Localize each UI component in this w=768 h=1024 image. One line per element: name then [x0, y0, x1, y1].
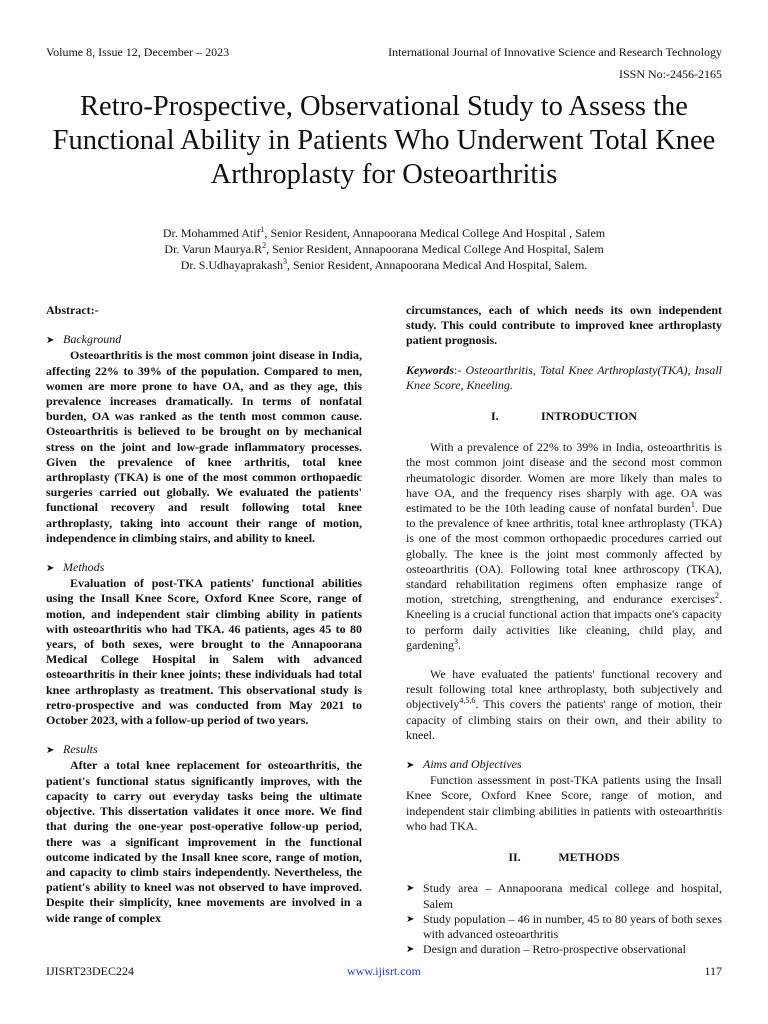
arrow-bullet-icon: ➤ — [46, 335, 55, 347]
methods-bullet: ➤ Study area – Annapoorana medical college and hospital, Salem — [406, 881, 722, 911]
author-line — [40, 241, 728, 257]
abstract-background: Osteoarthritis is the most common joint disease in India, affecting 22% to 39% of the population. Compared to men, women are more prone to have OA, and as they age, this prevalence increases dramatically. In terms of nonfatal burden, OA was ranked as the tenth most common cause. Osteoarthritis is believed to be brought on by mechanical stress on the joint and low-grade inflammatory processes. Given the prevalence of knee arthritis, total knee arthroplasty (TKA) is one of the most common orthopaedic surgeries carried out globally. We evaluated the patients' functional recovery and result following total knee arthroplasty, taking into account their range of motion, independence in climbing stairs, and ability to kneel. — [46, 348, 362, 545]
keywords-label: Keywords — [406, 362, 454, 377]
arrow-bullet-icon: ➤ — [406, 944, 415, 956]
arrow-bullet-icon: ➤ — [46, 563, 55, 575]
author-affiliation: , Senior Resident, Annapoorana Medical And Hospital, Salem. — [287, 258, 588, 272]
authors — [40, 225, 728, 273]
keywords: Keywords:- Osteoarthritis, Total Knee Arthroplasty(TKA), Insall Knee Score, Kneeling. — [406, 362, 722, 392]
author-sup: 1 — [260, 225, 265, 234]
footer-page-number: 117 — [704, 964, 722, 978]
abstract-results: After a total knee replacement for osteoarthritis, the patient's functional status significantly improves, with the capacity to carry out everyday tasks being the ultimate objective. This dissertation validates it once more. We find that during the one-year post-operative follow-up period, there was a significant improvement in the functional outcome indicated by the Insall knee score, range of motion, and capacity to climb stairs independently. Nevertheless, the patient's ability to kneel was not observed to have improved. Despite their simplicity, knee movements are involved in a wide range of complex — [46, 758, 362, 925]
aims-heading: ➤ Aims and Objectives — [406, 757, 722, 773]
citation-sup: 2 — [715, 591, 719, 601]
left-column — [46, 303, 362, 926]
abstract-heading: Abstract:- — [46, 303, 99, 317]
author-sup: 3 — [283, 257, 288, 266]
arrow-bullet-icon: ➤ — [46, 745, 55, 757]
methods-bullet: ➤ Study population – 46 in number, 45 to 80 years of both sexes with advanced osteoarthritis — [406, 911, 722, 941]
author-affiliation: , Senior Resident, Annapoorana Medical College And Hospital , Salem — [264, 226, 606, 240]
keywords-text: Osteoarthritis, Total Knee Arthroplasty(TKA), Insall Knee Score, Kneeling. — [406, 362, 722, 392]
paper-title: Retro-Prospective, Observational Study to Assess the Functional Ability in Patients Who Underwent Total Knee Arthroplasty for Osteoarthritis — [52, 91, 716, 190]
citation-sup: 3 — [453, 636, 458, 646]
author-line — [40, 257, 728, 273]
intro-paragraph-1: With a prevalence of 22% to 39% in India, osteoarthritis is the most common joint disease and the second most common rheumatologic disorder. Women are more likely than males to have OA, and the frequency rises sharply with age. OA was estimated to be the 10th leading cause of nonfatal burden$^1$. Due to the prevalence of knee arthritis, total knee arthroplasty (TKA) is one of the most common orthopaedic procedures carried out globally. The knee is the joint most commonly affected by osteoarthritis (OA). Following total knee arthroscopy (TKA), standard rehabilitation regimens often emphasize range of motion, stretching, strengthening, and endurance exercises$^2$. Kneeling is a crucial functional action that impacts one's capacity to perform daily activities like cleaning, child play, and gardening$^3$. — [406, 440, 722, 652]
section-heading-methods: II. METHODS — [508, 850, 620, 865]
header-journal: International Journal of Innovative Science and Research Technology — [388, 45, 722, 59]
methods-bullet: ➤ Design and duration – Retro-prospective observational — [406, 942, 686, 957]
author-line — [40, 225, 728, 241]
arrow-bullet-icon: ➤ — [406, 883, 415, 895]
right-column — [406, 303, 722, 957]
abstract-results-continued: circumstances, each of which needs its own independent study. This could contribute to improved knee arthroplasty patient prognosis. — [406, 303, 722, 348]
author-name: Dr. Mohammed Atif — [162, 226, 261, 240]
intro-paragraph-2: We have evaluated the patients' functional recovery and result following total knee arthroplasty, both subjectively and objectively$^{4,5,6}$. This covers the patients' range of motion, their capacity of climbing stairs on their own, and their ability to kneel. — [406, 667, 722, 742]
header-issn: ISSN No:-2456-2165 — [618, 67, 722, 81]
abstract-methods: Evaluation of post-TKA patients' functional abilities using the Insall Knee Score, Oxford Knee Score, range of motion, and independent stair climbing ability in patients with osteoarthritis who had TKA. 46 patients, ages 45 to 80 years, of both sexes, were brought to the Annapoorana Medical College Hospital in Salem with advanced osteoarthritis in their knee joints; these individuals had total knee arthroplasty as treatment. This observational study is retro-prospective and was conducted from May 2021 to October 2023, with a follow-up period of two years. — [46, 576, 362, 728]
footer-id: IJISRT23DEC224 — [46, 964, 134, 978]
author-sup: 2 — [262, 241, 267, 250]
author-name: Dr. S.Udhayaprakash — [180, 258, 284, 272]
citation-sup: 4,5,6 — [459, 696, 476, 706]
arrow-bullet-icon: ➤ — [406, 913, 415, 925]
author-affiliation: , Senior Resident, Annapoorana Medical College And Hospital, Salem — [266, 242, 604, 256]
author-name: Dr. Varun Maurya.R — [164, 242, 263, 256]
section-heading-introduction: I. INTRODUCTION — [490, 409, 637, 424]
background-heading: ➤ Background — [46, 332, 362, 348]
citation-sup: 1 — [690, 500, 695, 510]
header-volume: Volume 8, Issue 12, December – 2023 — [46, 45, 230, 59]
footer-url-link[interactable]: www.ijisrt.com — [347, 964, 421, 978]
methods-heading: ➤ Methods — [46, 560, 362, 576]
aims-text: Function assessment in post-TKA patients using the Insall Knee Score, Oxford Knee Score, range of motion, and independent stair climbing abilities in patients with osteoarthritis who had TKA. — [406, 773, 722, 833]
arrow-bullet-icon: ➤ — [406, 760, 415, 772]
results-heading: ➤ Results — [46, 742, 362, 758]
